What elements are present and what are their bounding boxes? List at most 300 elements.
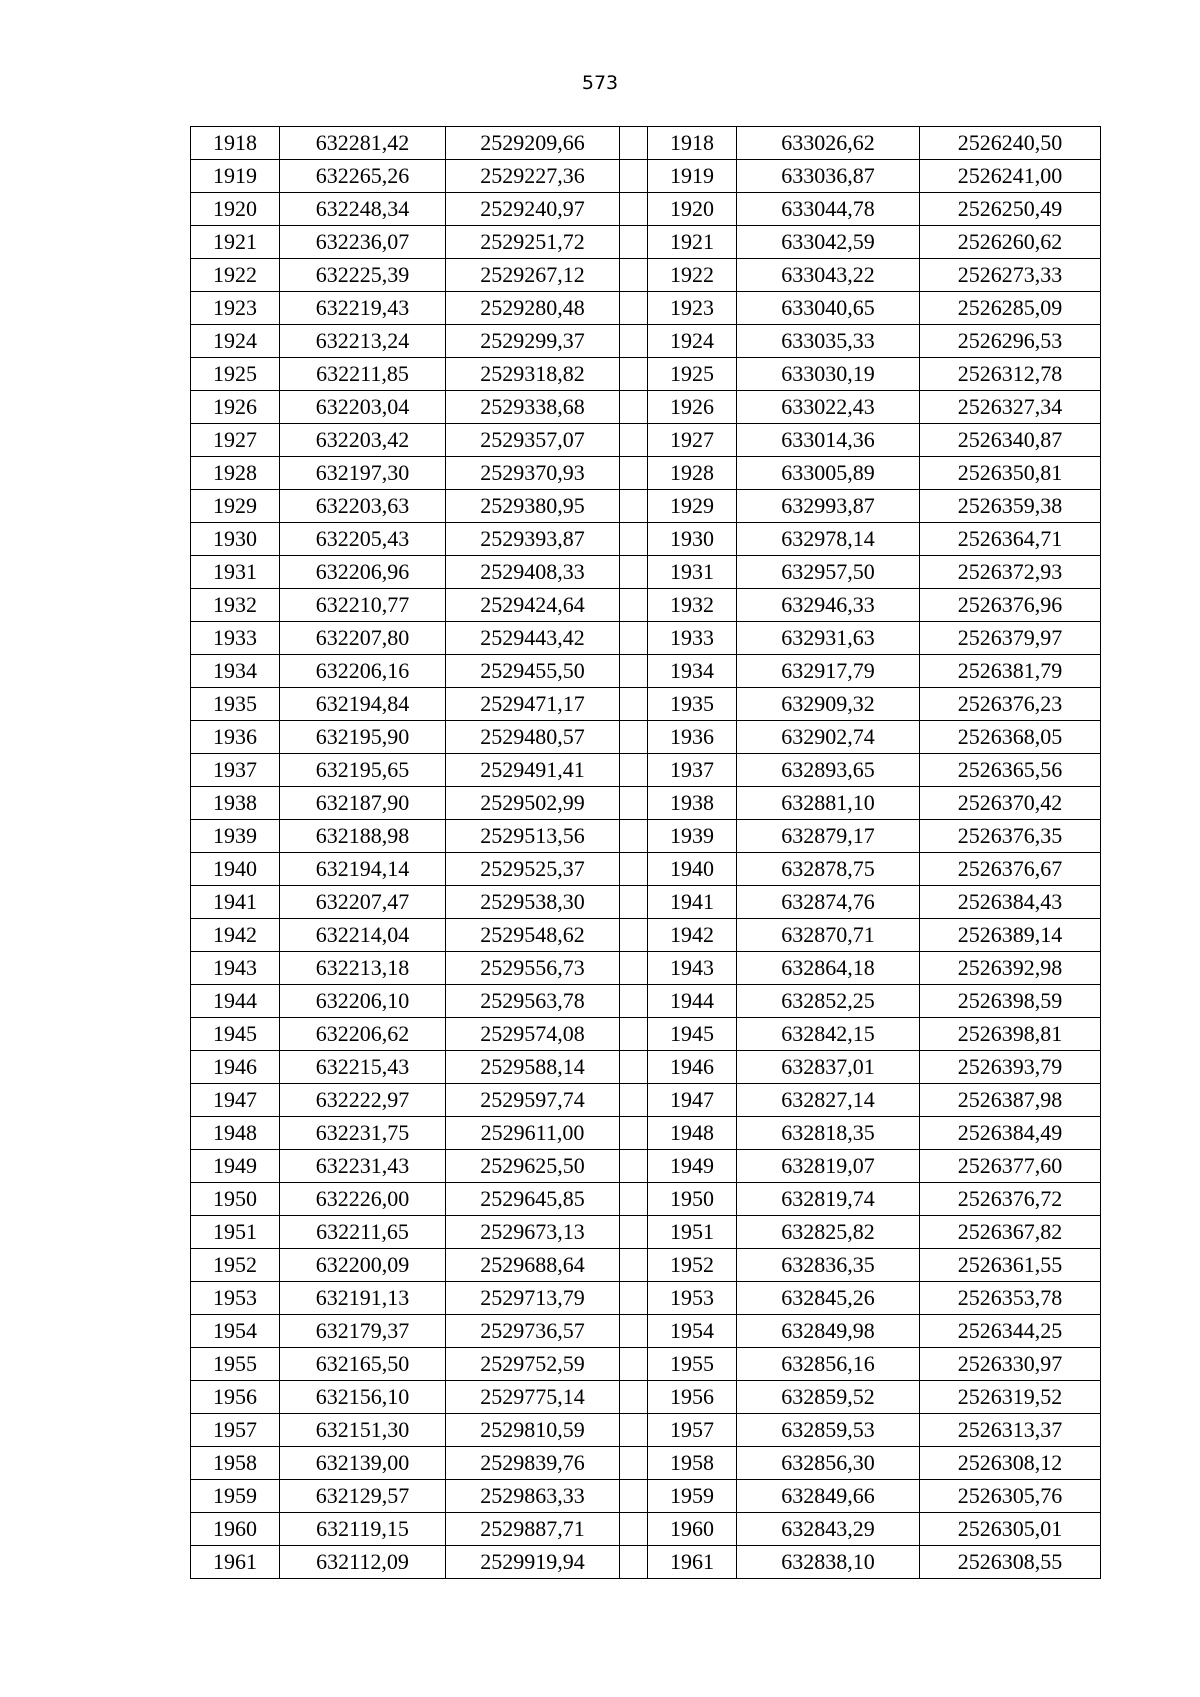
table-row [191, 127, 1101, 160]
table-row [191, 556, 1101, 589]
table-row [191, 1150, 1101, 1183]
point-number-right-cell: 1948 [648, 1117, 737, 1150]
coordinates-table [190, 126, 1101, 1579]
table-row [191, 391, 1101, 424]
y-coordinate-right-cell: 2526393,79 [920, 1051, 1101, 1084]
point-number-right-cell: 1919 [648, 160, 737, 193]
point-number-left-cell: 1942 [191, 919, 280, 952]
table-row [191, 325, 1101, 358]
x-coordinate-right-cell: 632859,52 [737, 1381, 920, 1414]
point-number-right-cell: 1929 [648, 490, 737, 523]
y-coordinate-left-cell: 2529455,50 [446, 655, 620, 688]
x-coordinate-left-cell: 632248,34 [280, 193, 446, 226]
y-coordinate-left-cell: 2529227,36 [446, 160, 620, 193]
x-coordinate-right-cell: 632819,07 [737, 1150, 920, 1183]
x-coordinate-right-cell: 632893,65 [737, 754, 920, 787]
x-coordinate-left-cell: 632119,15 [280, 1513, 446, 1546]
point-number-left-cell: 1924 [191, 325, 280, 358]
y-coordinate-left-cell: 2529688,64 [446, 1249, 620, 1282]
y-coordinate-right-cell: 2526305,01 [920, 1513, 1101, 1546]
y-coordinate-left-cell: 2529574,08 [446, 1018, 620, 1051]
point-number-right-cell: 1946 [648, 1051, 737, 1084]
x-coordinate-left-cell: 632231,43 [280, 1150, 446, 1183]
point-number-right-cell: 1932 [648, 589, 737, 622]
y-coordinate-right-cell: 2526330,97 [920, 1348, 1101, 1381]
y-coordinate-right-cell: 2526319,52 [920, 1381, 1101, 1414]
point-number-right-cell: 1938 [648, 787, 737, 820]
x-coordinate-right-cell: 633042,59 [737, 226, 920, 259]
x-coordinate-right-cell: 633005,89 [737, 457, 920, 490]
x-coordinate-left-cell: 632226,00 [280, 1183, 446, 1216]
page-number: 573 [581, 72, 619, 94]
y-coordinate-right-cell: 2526273,33 [920, 259, 1101, 292]
y-coordinate-right-cell: 2526376,72 [920, 1183, 1101, 1216]
table-row [191, 919, 1101, 952]
point-number-left-cell: 1945 [191, 1018, 280, 1051]
separator-cell [620, 391, 648, 424]
x-coordinate-left-cell: 632195,65 [280, 754, 446, 787]
separator-cell [620, 754, 648, 787]
x-coordinate-left-cell: 632213,18 [280, 952, 446, 985]
y-coordinate-right-cell: 2526296,53 [920, 325, 1101, 358]
y-coordinate-left-cell: 2529513,56 [446, 820, 620, 853]
point-number-left-cell: 1941 [191, 886, 280, 919]
table-row [191, 622, 1101, 655]
y-coordinate-right-cell: 2526285,09 [920, 292, 1101, 325]
x-coordinate-left-cell: 632203,63 [280, 490, 446, 523]
x-coordinate-left-cell: 632191,13 [280, 1282, 446, 1315]
point-number-right-cell: 1936 [648, 721, 737, 754]
x-coordinate-left-cell: 632211,85 [280, 358, 446, 391]
x-coordinate-right-cell: 633044,78 [737, 193, 920, 226]
y-coordinate-left-cell: 2529240,97 [446, 193, 620, 226]
x-coordinate-right-cell: 632870,71 [737, 919, 920, 952]
point-number-left-cell: 1927 [191, 424, 280, 457]
point-number-right-cell: 1954 [648, 1315, 737, 1348]
table-row [191, 292, 1101, 325]
separator-cell [620, 1447, 648, 1480]
table-row [191, 358, 1101, 391]
x-coordinate-right-cell: 632859,53 [737, 1414, 920, 1447]
x-coordinate-right-cell: 632993,87 [737, 490, 920, 523]
separator-cell [620, 688, 648, 721]
point-number-right-cell: 1956 [648, 1381, 737, 1414]
point-number-left-cell: 1953 [191, 1282, 280, 1315]
x-coordinate-left-cell: 632210,77 [280, 589, 446, 622]
x-coordinate-right-cell: 632909,32 [737, 688, 920, 721]
table-row [191, 721, 1101, 754]
point-number-left-cell: 1935 [191, 688, 280, 721]
separator-cell [620, 259, 648, 292]
table-row [191, 490, 1101, 523]
table-row [191, 226, 1101, 259]
y-coordinate-right-cell: 2526398,81 [920, 1018, 1101, 1051]
y-coordinate-right-cell: 2526392,98 [920, 952, 1101, 985]
x-coordinate-left-cell: 632112,09 [280, 1546, 446, 1579]
point-number-right-cell: 1918 [648, 127, 737, 160]
x-coordinate-left-cell: 632203,42 [280, 424, 446, 457]
x-coordinate-left-cell: 632187,90 [280, 787, 446, 820]
point-number-right-cell: 1945 [648, 1018, 737, 1051]
y-coordinate-left-cell: 2529338,68 [446, 391, 620, 424]
point-number-right-cell: 1926 [648, 391, 737, 424]
separator-cell [620, 721, 648, 754]
x-coordinate-left-cell: 632207,47 [280, 886, 446, 919]
point-number-right-cell: 1942 [648, 919, 737, 952]
point-number-right-cell: 1947 [648, 1084, 737, 1117]
point-number-right-cell: 1957 [648, 1414, 737, 1447]
point-number-left-cell: 1930 [191, 523, 280, 556]
x-coordinate-left-cell: 632194,84 [280, 688, 446, 721]
x-coordinate-left-cell: 632179,37 [280, 1315, 446, 1348]
point-number-left-cell: 1925 [191, 358, 280, 391]
table-row [191, 952, 1101, 985]
separator-cell [620, 325, 648, 358]
x-coordinate-left-cell: 632206,10 [280, 985, 446, 1018]
separator-cell [620, 292, 648, 325]
point-number-right-cell: 1930 [648, 523, 737, 556]
y-coordinate-right-cell: 2526365,56 [920, 754, 1101, 787]
separator-cell [620, 1348, 648, 1381]
table-row [191, 1084, 1101, 1117]
point-number-left-cell: 1926 [191, 391, 280, 424]
y-coordinate-right-cell: 2526250,49 [920, 193, 1101, 226]
point-number-left-cell: 1958 [191, 1447, 280, 1480]
separator-cell [620, 193, 648, 226]
x-coordinate-right-cell: 633043,22 [737, 259, 920, 292]
x-coordinate-right-cell: 633036,87 [737, 160, 920, 193]
x-coordinate-right-cell: 632827,14 [737, 1084, 920, 1117]
x-coordinate-right-cell: 632957,50 [737, 556, 920, 589]
y-coordinate-left-cell: 2529280,48 [446, 292, 620, 325]
y-coordinate-left-cell: 2529408,33 [446, 556, 620, 589]
point-number-left-cell: 1929 [191, 490, 280, 523]
y-coordinate-left-cell: 2529443,42 [446, 622, 620, 655]
point-number-left-cell: 1959 [191, 1480, 280, 1513]
x-coordinate-left-cell: 632194,14 [280, 853, 446, 886]
x-coordinate-left-cell: 632231,75 [280, 1117, 446, 1150]
x-coordinate-right-cell: 632852,25 [737, 985, 920, 1018]
separator-cell [620, 424, 648, 457]
y-coordinate-right-cell: 2526312,78 [920, 358, 1101, 391]
separator-cell [620, 457, 648, 490]
point-number-right-cell: 1961 [648, 1546, 737, 1579]
y-coordinate-right-cell: 2526364,71 [920, 523, 1101, 556]
separator-cell [620, 1084, 648, 1117]
table-row [191, 424, 1101, 457]
y-coordinate-right-cell: 2526381,79 [920, 655, 1101, 688]
separator-cell [620, 985, 648, 1018]
separator-cell [620, 1117, 648, 1150]
x-coordinate-right-cell: 633026,62 [737, 127, 920, 160]
point-number-right-cell: 1958 [648, 1447, 737, 1480]
point-number-left-cell: 1947 [191, 1084, 280, 1117]
point-number-left-cell: 1951 [191, 1216, 280, 1249]
x-coordinate-right-cell: 632931,63 [737, 622, 920, 655]
table-row [191, 1315, 1101, 1348]
point-number-right-cell: 1923 [648, 292, 737, 325]
y-coordinate-right-cell: 2526370,42 [920, 787, 1101, 820]
table-row [191, 688, 1101, 721]
point-number-left-cell: 1957 [191, 1414, 280, 1447]
y-coordinate-right-cell: 2526367,82 [920, 1216, 1101, 1249]
table-row [191, 754, 1101, 787]
separator-cell [620, 1018, 648, 1051]
x-coordinate-left-cell: 632236,07 [280, 226, 446, 259]
x-coordinate-right-cell: 632837,01 [737, 1051, 920, 1084]
point-number-left-cell: 1950 [191, 1183, 280, 1216]
x-coordinate-left-cell: 632139,00 [280, 1447, 446, 1480]
point-number-right-cell: 1925 [648, 358, 737, 391]
y-coordinate-right-cell: 2526344,25 [920, 1315, 1101, 1348]
point-number-right-cell: 1939 [648, 820, 737, 853]
separator-cell [620, 787, 648, 820]
y-coordinate-right-cell: 2526260,62 [920, 226, 1101, 259]
y-coordinate-left-cell: 2529839,76 [446, 1447, 620, 1480]
y-coordinate-left-cell: 2529393,87 [446, 523, 620, 556]
x-coordinate-right-cell: 632849,98 [737, 1315, 920, 1348]
y-coordinate-left-cell: 2529713,79 [446, 1282, 620, 1315]
y-coordinate-right-cell: 2526308,55 [920, 1546, 1101, 1579]
point-number-left-cell: 1949 [191, 1150, 280, 1183]
x-coordinate-right-cell: 632879,17 [737, 820, 920, 853]
point-number-left-cell: 1932 [191, 589, 280, 622]
x-coordinate-right-cell: 632856,30 [737, 1447, 920, 1480]
point-number-right-cell: 1955 [648, 1348, 737, 1381]
point-number-right-cell: 1951 [648, 1216, 737, 1249]
y-coordinate-right-cell: 2526389,14 [920, 919, 1101, 952]
point-number-right-cell: 1943 [648, 952, 737, 985]
table-row [191, 589, 1101, 622]
separator-cell [620, 919, 648, 952]
x-coordinate-left-cell: 632222,97 [280, 1084, 446, 1117]
y-coordinate-right-cell: 2526376,35 [920, 820, 1101, 853]
x-coordinate-right-cell: 633040,65 [737, 292, 920, 325]
y-coordinate-left-cell: 2529645,85 [446, 1183, 620, 1216]
coordinates-table-body [191, 127, 1101, 1579]
point-number-right-cell: 1935 [648, 688, 737, 721]
y-coordinate-right-cell: 2526376,23 [920, 688, 1101, 721]
y-coordinate-left-cell: 2529538,30 [446, 886, 620, 919]
separator-cell [620, 1051, 648, 1084]
table-row [191, 1414, 1101, 1447]
x-coordinate-left-cell: 632214,04 [280, 919, 446, 952]
y-coordinate-left-cell: 2529775,14 [446, 1381, 620, 1414]
x-coordinate-left-cell: 632206,16 [280, 655, 446, 688]
separator-cell [620, 1216, 648, 1249]
y-coordinate-left-cell: 2529863,33 [446, 1480, 620, 1513]
point-number-right-cell: 1928 [648, 457, 737, 490]
x-coordinate-right-cell: 632849,66 [737, 1480, 920, 1513]
y-coordinate-right-cell: 2526350,81 [920, 457, 1101, 490]
separator-cell [620, 127, 648, 160]
y-coordinate-left-cell: 2529810,59 [446, 1414, 620, 1447]
separator-cell [620, 853, 648, 886]
separator-cell [620, 160, 648, 193]
point-number-left-cell: 1956 [191, 1381, 280, 1414]
y-coordinate-right-cell: 2526240,50 [920, 127, 1101, 160]
point-number-left-cell: 1934 [191, 655, 280, 688]
table-row [191, 457, 1101, 490]
y-coordinate-left-cell: 2529380,95 [446, 490, 620, 523]
y-coordinate-left-cell: 2529267,12 [446, 259, 620, 292]
x-coordinate-right-cell: 632818,35 [737, 1117, 920, 1150]
table-row [191, 160, 1101, 193]
point-number-right-cell: 1924 [648, 325, 737, 358]
separator-cell [620, 556, 648, 589]
separator-cell [620, 886, 648, 919]
point-number-left-cell: 1920 [191, 193, 280, 226]
x-coordinate-left-cell: 632195,90 [280, 721, 446, 754]
y-coordinate-right-cell: 2526327,34 [920, 391, 1101, 424]
table-row [191, 1183, 1101, 1216]
y-coordinate-left-cell: 2529502,99 [446, 787, 620, 820]
x-coordinate-right-cell: 632842,15 [737, 1018, 920, 1051]
y-coordinate-right-cell: 2526305,76 [920, 1480, 1101, 1513]
y-coordinate-left-cell: 2529611,00 [446, 1117, 620, 1150]
table-row [191, 1018, 1101, 1051]
y-coordinate-right-cell: 2526372,93 [920, 556, 1101, 589]
separator-cell [620, 1480, 648, 1513]
point-number-left-cell: 1939 [191, 820, 280, 853]
separator-cell [620, 1282, 648, 1315]
x-coordinate-left-cell: 632203,04 [280, 391, 446, 424]
point-number-left-cell: 1946 [191, 1051, 280, 1084]
x-coordinate-right-cell: 632819,74 [737, 1183, 920, 1216]
x-coordinate-right-cell: 632881,10 [737, 787, 920, 820]
separator-cell [620, 1381, 648, 1414]
point-number-left-cell: 1952 [191, 1249, 280, 1282]
table-row [191, 193, 1101, 226]
x-coordinate-right-cell: 632878,75 [737, 853, 920, 886]
point-number-right-cell: 1940 [648, 853, 737, 886]
y-coordinate-right-cell: 2526387,98 [920, 1084, 1101, 1117]
x-coordinate-left-cell: 632129,57 [280, 1480, 446, 1513]
table-row [191, 1216, 1101, 1249]
table-row [191, 259, 1101, 292]
y-coordinate-left-cell: 2529887,71 [446, 1513, 620, 1546]
x-coordinate-right-cell: 632917,79 [737, 655, 920, 688]
point-number-left-cell: 1937 [191, 754, 280, 787]
y-coordinate-left-cell: 2529209,66 [446, 127, 620, 160]
point-number-left-cell: 1948 [191, 1117, 280, 1150]
x-coordinate-left-cell: 632197,30 [280, 457, 446, 490]
x-coordinate-left-cell: 632211,65 [280, 1216, 446, 1249]
x-coordinate-right-cell: 632843,29 [737, 1513, 920, 1546]
table-row [191, 886, 1101, 919]
x-coordinate-left-cell: 632151,30 [280, 1414, 446, 1447]
table-row [191, 1051, 1101, 1084]
point-number-left-cell: 1961 [191, 1546, 280, 1579]
point-number-left-cell: 1954 [191, 1315, 280, 1348]
y-coordinate-left-cell: 2529563,78 [446, 985, 620, 1018]
point-number-left-cell: 1928 [191, 457, 280, 490]
y-coordinate-left-cell: 2529299,37 [446, 325, 620, 358]
x-coordinate-left-cell: 632188,98 [280, 820, 446, 853]
point-number-right-cell: 1933 [648, 622, 737, 655]
separator-cell [620, 1414, 648, 1447]
table-row [191, 1249, 1101, 1282]
x-coordinate-right-cell: 633030,19 [737, 358, 920, 391]
x-coordinate-left-cell: 632219,43 [280, 292, 446, 325]
x-coordinate-right-cell: 632836,35 [737, 1249, 920, 1282]
table-row [191, 655, 1101, 688]
y-coordinate-right-cell: 2526340,87 [920, 424, 1101, 457]
y-coordinate-right-cell: 2526313,37 [920, 1414, 1101, 1447]
point-number-left-cell: 1919 [191, 160, 280, 193]
separator-cell [620, 655, 648, 688]
point-number-right-cell: 1941 [648, 886, 737, 919]
x-coordinate-right-cell: 633035,33 [737, 325, 920, 358]
point-number-right-cell: 1927 [648, 424, 737, 457]
x-coordinate-right-cell: 632825,82 [737, 1216, 920, 1249]
x-coordinate-left-cell: 632200,09 [280, 1249, 446, 1282]
y-coordinate-right-cell: 2526379,97 [920, 622, 1101, 655]
point-number-right-cell: 1952 [648, 1249, 737, 1282]
table-row [191, 1546, 1101, 1579]
point-number-right-cell: 1944 [648, 985, 737, 1018]
y-coordinate-right-cell: 2526376,96 [920, 589, 1101, 622]
point-number-left-cell: 1936 [191, 721, 280, 754]
y-coordinate-right-cell: 2526361,55 [920, 1249, 1101, 1282]
y-coordinate-left-cell: 2529424,64 [446, 589, 620, 622]
table-row [191, 1282, 1101, 1315]
y-coordinate-left-cell: 2529471,17 [446, 688, 620, 721]
point-number-left-cell: 1921 [191, 226, 280, 259]
x-coordinate-right-cell: 632864,18 [737, 952, 920, 985]
separator-cell [620, 1183, 648, 1216]
x-coordinate-right-cell: 632978,14 [737, 523, 920, 556]
y-coordinate-left-cell: 2529357,07 [446, 424, 620, 457]
table-row [191, 1480, 1101, 1513]
y-coordinate-left-cell: 2529525,37 [446, 853, 620, 886]
x-coordinate-right-cell: 633022,43 [737, 391, 920, 424]
table-row [191, 820, 1101, 853]
y-coordinate-right-cell: 2526368,05 [920, 721, 1101, 754]
separator-cell [620, 820, 648, 853]
y-coordinate-right-cell: 2526353,78 [920, 1282, 1101, 1315]
table-row [191, 787, 1101, 820]
separator-cell [620, 952, 648, 985]
x-coordinate-left-cell: 632206,96 [280, 556, 446, 589]
separator-cell [620, 1315, 648, 1348]
x-coordinate-right-cell: 632845,26 [737, 1282, 920, 1315]
point-number-left-cell: 1960 [191, 1513, 280, 1546]
point-number-left-cell: 1918 [191, 127, 280, 160]
separator-cell [620, 1513, 648, 1546]
point-number-right-cell: 1960 [648, 1513, 737, 1546]
y-coordinate-right-cell: 2526398,59 [920, 985, 1101, 1018]
y-coordinate-left-cell: 2529370,93 [446, 457, 620, 490]
point-number-left-cell: 1940 [191, 853, 280, 886]
x-coordinate-left-cell: 632156,10 [280, 1381, 446, 1414]
point-number-right-cell: 1921 [648, 226, 737, 259]
y-coordinate-left-cell: 2529556,73 [446, 952, 620, 985]
x-coordinate-left-cell: 632205,43 [280, 523, 446, 556]
table-row [191, 853, 1101, 886]
x-coordinate-left-cell: 632281,42 [280, 127, 446, 160]
y-coordinate-left-cell: 2529318,82 [446, 358, 620, 391]
x-coordinate-left-cell: 632225,39 [280, 259, 446, 292]
x-coordinate-right-cell: 632946,33 [737, 589, 920, 622]
x-coordinate-left-cell: 632213,24 [280, 325, 446, 358]
y-coordinate-left-cell: 2529752,59 [446, 1348, 620, 1381]
point-number-right-cell: 1931 [648, 556, 737, 589]
y-coordinate-right-cell: 2526384,49 [920, 1117, 1101, 1150]
point-number-left-cell: 1923 [191, 292, 280, 325]
separator-cell [620, 589, 648, 622]
point-number-left-cell: 1943 [191, 952, 280, 985]
